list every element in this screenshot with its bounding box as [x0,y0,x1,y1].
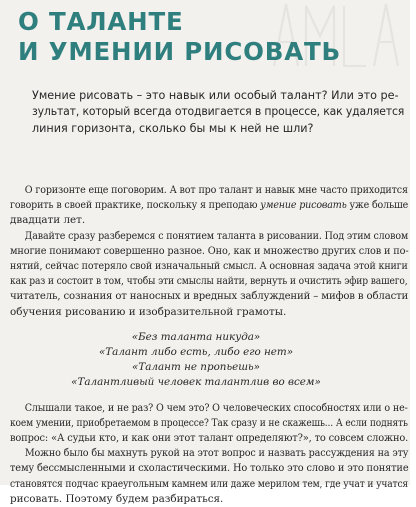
emphasized-phrase: умение рисовать [260,199,347,212]
text-line: становятся подчас краеугольным камнем или даже мерилом тем, где учат и учатся [10,477,409,490]
intro-line: зультат, который всегда отодвигается в процессе, как удаляется [32,105,405,119]
text-line: Можно было бы махнуть рукой на этот вопрос и назвать рассуждения на эту [24,447,409,460]
text-line: тему бессмысленными и схоластическими. Но только это слово и это понятие [10,462,409,475]
text-line: Давайте сразу разберемся с понятием таланта в рисовании. Под этим словом [24,229,409,242]
paragraph-4 [10,446,408,507]
text-line: вопрос: «А судьи кто, и как они этот талант определяют?», то совсем сложно. [10,432,409,445]
text-line: рисовать. Поэтому будем разбираться. [10,492,224,505]
quote-line: «Талант либо есть, либо его нет» [98,346,294,359]
text-line: двадцати лет. [10,214,86,227]
paragraph-1 [10,183,408,229]
text-line: обучения рисованию и изобразительной грамоты. [10,305,287,318]
text-line: коем умении, приобретаемом в процессе? Так сразу и не скажешь... А если поднять [10,416,408,429]
text-line: Слышали такое, и не раз? О чем это? О человеческих способностях или о не- [24,401,408,414]
quote-list [10,330,408,391]
paragraph-2 [10,229,408,320]
spacer [10,391,408,401]
quote-line: «Талант не пропьешь» [132,361,260,374]
quote-line: «Без таланта никуда» [131,330,261,343]
text-fragment: уже больше [346,199,409,212]
text-line: О горизонте еще поговорим. А вот про талант и навык мне часто приходится [24,184,408,196]
spacer [10,320,408,330]
intro-line: линия горизонта, сколько бы мы к ней не шли? [32,121,314,135]
chapter-title-line-2: И УМЕНИИ РИСОВАТЬ [18,37,341,66]
text-fragment: говорить в своей практике, поскольку я преподаю [10,199,261,212]
intro-paragraph [32,88,404,137]
text-line: как раз и состоит в том, чтобы эти смыслы найти, вернуть и очистить эфир вашего, [10,275,408,288]
quote-line: «Талантливый человек талантлив во всем» [71,376,321,389]
text-line: читатель, сознания от наносных и вредных заблуждений – мифов в области [10,290,409,303]
paragraph-3 [10,401,408,447]
body-text [10,183,408,507]
chapter-title-line-1: О ТАЛАНТЕ [18,7,184,36]
text-line: нятий, сейчас потеряло свой изначальный смысл. А основная задача этой книги [10,260,408,273]
intro-line: Умение рисовать – это навык или особый талант? Или это ре- [32,89,399,102]
text-line: многие понимают совершенно разное. Оно, как и множество других слов и по- [10,244,409,257]
text-line [10,198,409,213]
